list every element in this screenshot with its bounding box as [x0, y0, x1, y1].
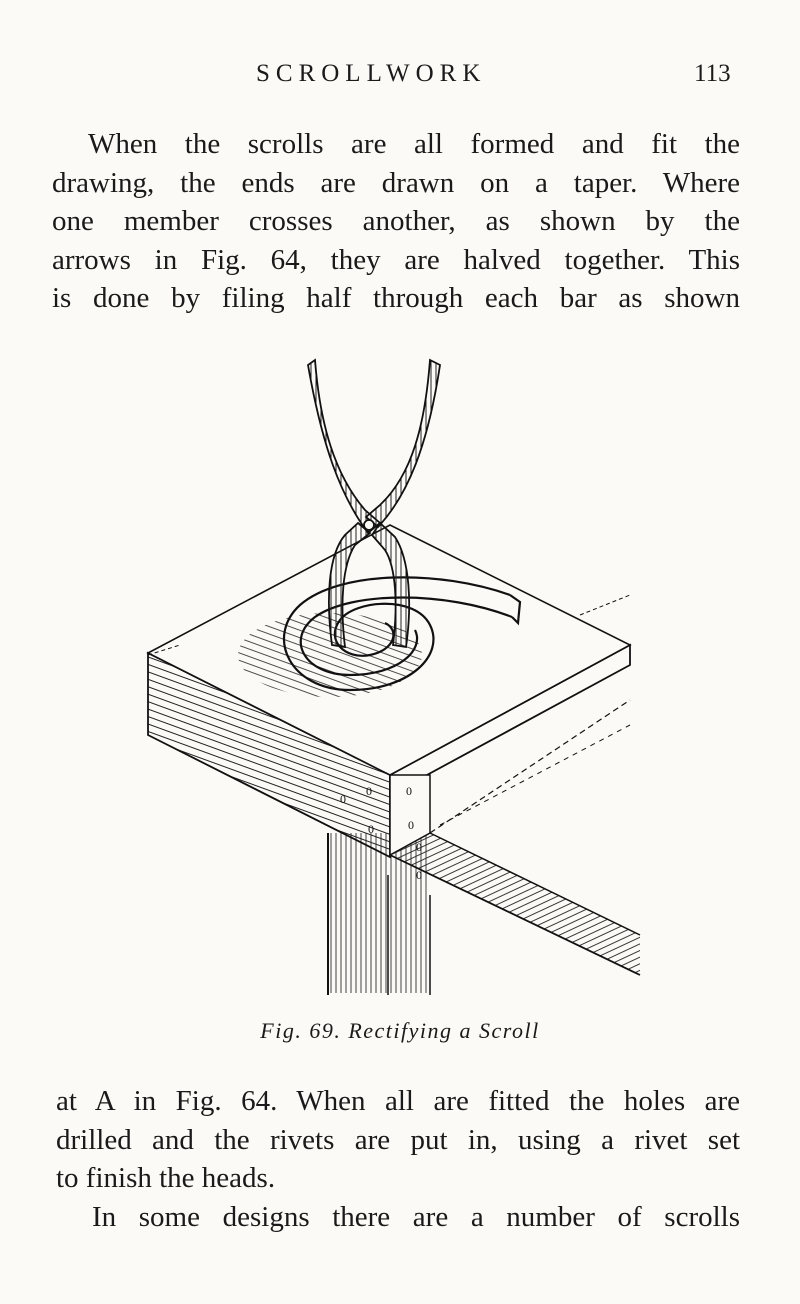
text-line: is done by filing half through each bar as shown	[52, 282, 740, 314]
figure-illustration	[140, 355, 650, 1005]
page-number: 113	[694, 60, 731, 87]
text-line: When the scrolls are all formed and fit the	[88, 128, 740, 160]
rivet-mark: 0	[416, 868, 422, 882]
rivet-mark: 0	[368, 822, 374, 836]
running-head	[0, 60, 800, 94]
text-line: one member crosses another, as shown by the	[52, 205, 740, 237]
paragraph-bottom	[56, 1082, 740, 1236]
rivet-mark: 0	[416, 840, 422, 854]
text-line: to finish the heads.	[56, 1162, 276, 1194]
figure-caption: Fig. 69. Rectifying a Scroll	[260, 1018, 540, 1043]
text-line: In some designs there are a number of scrolls	[92, 1200, 740, 1233]
rivet-pin	[364, 520, 374, 530]
text-line: drawing, the ends are drawn on a taper. Where	[52, 166, 740, 199]
running-title: SCROLLWORK	[256, 60, 487, 87]
text-line: arrows in Fig. 64, they are halved together. This	[52, 243, 740, 276]
text-line: drilled and the rivets are put in, using a rivet set	[56, 1123, 740, 1156]
rivet-mark: 0	[406, 784, 412, 798]
paragraph-top	[52, 125, 740, 318]
rivet-mark: 0	[340, 792, 346, 806]
text-line: at A in Fig. 64. When all are fitted the holes are	[56, 1085, 740, 1117]
rivet-mark: 0	[408, 818, 414, 832]
rivet-mark: 0	[366, 784, 372, 798]
